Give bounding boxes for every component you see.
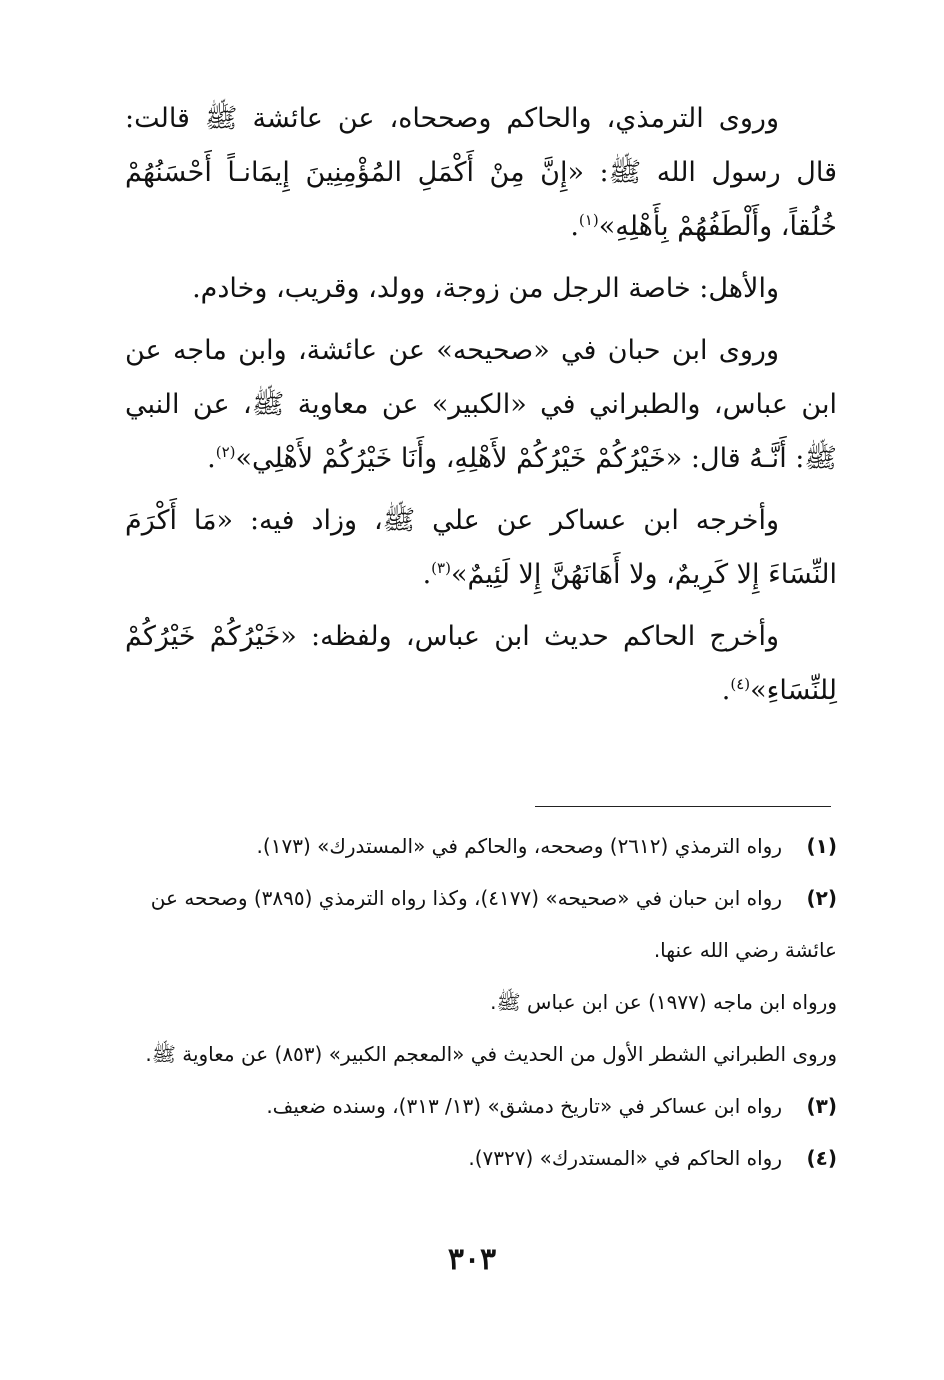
footnote-3 [125, 1080, 837, 1132]
footnote-text: رواه ابن حبان في «صحيحه» (٤١٧٧)، وكذا رواه الترمذي (٣٨٩٥) وصححه عن عائشة رضي الله عنها. [150, 886, 837, 962]
footnote-ref-4: (٤) [730, 675, 751, 693]
footnote-text: رواه ابن عساكر في «تاريخ دمشق» (١٣/ ٣١٣)، وسنده ضعيف. [266, 1094, 782, 1118]
paragraph-1: وروى الترمذي، والحاكم وصححاه، عن عائشة ﷺ قالت: قال رسول الله ﷺ: «إِنَّ مِنْ أَكْمَلِ المُؤْمِنِينَ إِيمَانـاً أَحْسَنُهُمْ خُلُقاً، وأَلْطَفُهُمْ بِأَهْلِهِ»$^{(١)}$. [125, 103, 837, 242]
footnote-2 [125, 872, 837, 1080]
footnote-text: رواه الحاكم في «المستدرك» (٧٣٢٧). [468, 1146, 782, 1170]
page-number: ٣٠٣ [447, 1242, 497, 1277]
paragraph-3: وروى ابن حبان في «صحيحه» عن عائشة، وابن ماجه عن ابن عباس، والطبراني في «الكبير» عن معاوية ﷺ، عن النبي ﷺ: أَنَّـهُ قال: «خَيْرُكُمْ خَيْرُكُمْ لأَهْلِهِ، وأَنَا خَيْرُكُمْ لأَهْلِي»$^{(٢)}$. [125, 335, 837, 474]
footnote-text: وروى الطبراني الشطر الأول من الحديث في «المعجم الكبير» (٨٥٣) عن معاوية ﷺ. [145, 1042, 837, 1066]
paragraph-4: وأخرجه ابن عساكر عن علي ﷺ، وزاد فيه: «مَا أَكْرَمَ النِّسَاءَ إِلا كَرِيمٌ، ولا أَهَانَهُنَّ إِلا لَئِيمٌ»$^{(٣)}$. [125, 505, 837, 590]
footnote-number: (٢) [806, 886, 837, 910]
footnote-number: (٤) [806, 1146, 837, 1170]
footnote-ref-2: (٢) [215, 443, 236, 461]
footnote-4 [125, 1132, 837, 1184]
footnote-divider [535, 806, 831, 807]
main-text [125, 92, 837, 726]
paragraph-5: وأخرج الحاكم حديث ابن عباس، ولفظه: «خَيْرُكُمْ خَيْرُكُمْ لِلنِّسَاءِ»$^{(٤)}$. [125, 621, 837, 706]
footnote-text: ورواه ابن ماجه (١٩٧٧) عن ابن عباس ﷺ. [490, 990, 837, 1014]
footnotes [125, 820, 837, 1184]
footnote-ref-1: (١) [578, 211, 599, 229]
footnote-ref-3: (٣) [431, 559, 451, 577]
footnote-number: (١) [806, 834, 837, 858]
paragraph-2: والأهل: خاصة الرجل من زوجة، وولد، وقريب، وخادم. [192, 273, 779, 304]
footnote-text: رواه الترمذي (٢٦١٢) وصححه، والحاكم في «المستدرك» (١٧٣). [256, 834, 782, 858]
footnote-number: (٣) [806, 1094, 837, 1118]
footnote-1 [125, 820, 837, 872]
